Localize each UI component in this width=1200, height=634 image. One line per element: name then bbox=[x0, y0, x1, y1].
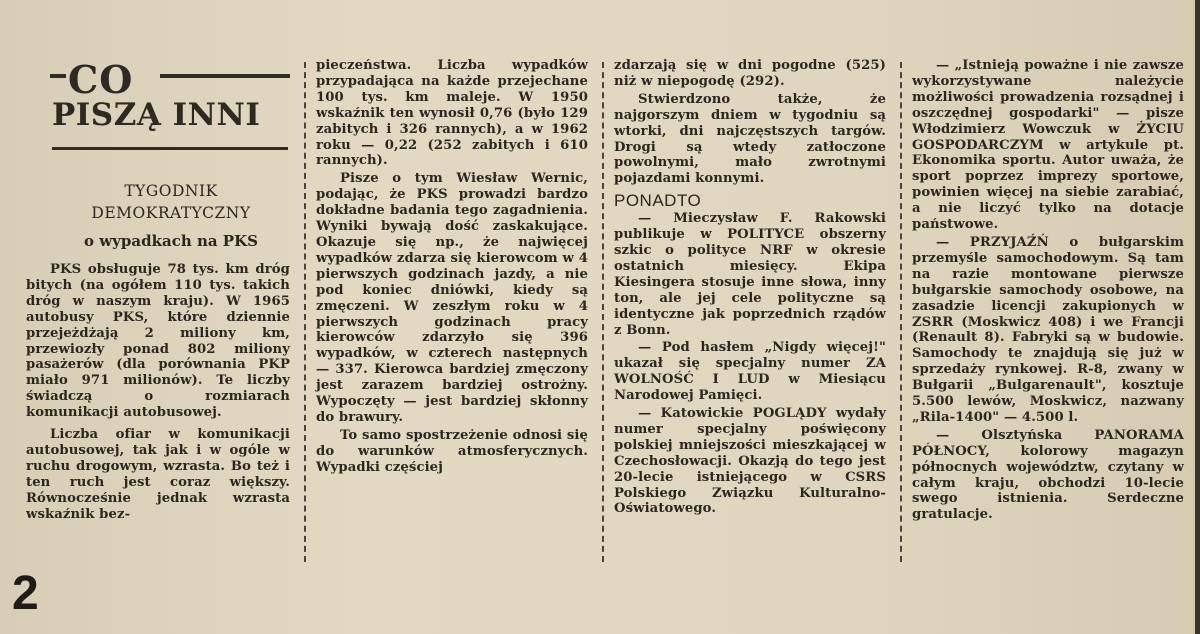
col3-paragraph-4: — Pod hasłem „Nigdy więcej!" ukazał się specjalny numer ZA WOLNOŚĆ I LUD w Miesiącu Narodowej Pamięci. bbox=[614, 340, 886, 404]
col1-paragraph-1: PKS obsługuje 78 tys. km dróg bitych (na ogółem 110 tys. takich dróg w naszym kraju). W 1965 autobusy PKS, które dziennie przejeżdżają 2 miliony km, przewiozły ponad 802 miliony pasażerów (dla porównania PKP miało 971 milionów). Te liczby świadczą o rozmiarach komunikacji autobusowej. bbox=[26, 262, 290, 421]
masthead-underline bbox=[52, 147, 288, 150]
col3-paragraph-2: Stwierdzono także, że najgorszym dniem w tygodniu są wtorki, dni najczęstszych targów. Drogi są wtedy zatłoczone powolnymi, mało zwrotnymi pojazdami konnymi. bbox=[614, 91, 886, 187]
col2-paragraph-1: pieczeństwa. Liczba wypadków przypadająca na każde przejechane 100 tys. km maleje. W 1950 wskaźnik ten wynosił 0,76 (było 129 zabitych i 326 rannych), a w 1962 roku — 0,22 (252 zabitych i 610 rannych). bbox=[316, 58, 588, 169]
column-divider-3 bbox=[900, 62, 902, 562]
column-divider-2 bbox=[602, 62, 604, 562]
col3-paragraph-3: — Mieczysław F. Rakowski publikuje w POLITYCE obszerny szkic o polityce NRF w okresie ostatnich miesięcy. Ekipa Kiesingera stosuje inne słowa, inny ton, ale jej cele polityczne są identyczne jak poprzednich rządów z Bonn. bbox=[614, 211, 886, 338]
source-subtitle: o wypadkach na PKS bbox=[84, 232, 258, 250]
col1-paragraph-2: Liczba ofiar w komunikacji autobusowej, tak jak i w ogóle w ruchu drogowym, wzrasta. Bo też i ten ruch jest coraz większy. Równocześnie jednak wzrasta wskaźnik bez- bbox=[26, 427, 290, 522]
masthead-title-co: CO bbox=[68, 57, 134, 102]
column-3 bbox=[614, 58, 886, 517]
column-2 bbox=[316, 58, 588, 476]
col2-paragraph-3: To samo spostrzeżenie odnosi się do warunków atmosferycznych. Wypadki częściej bbox=[316, 427, 588, 475]
masthead-title-pisza-inni: PISZĄ INNI bbox=[52, 97, 261, 133]
column-1 bbox=[26, 262, 290, 523]
col3-heading-ponadto: PONADTO bbox=[614, 191, 702, 211]
col4-paragraph-1: — „Istnieją poważne i nie zawsze wykorzystywane należycie możliwości prowadzenia rozsądnej i oszczędnej gospodarki" — pisze Włodzimierz Wowczuk w ŻYCIU GOSPODARCZYM w artykule pt. Ekonomika sportu. Autor uważa, że sport poprzez imprezy sportowe, powinien więcej na siebie zarabiać, a nie liczyć tylko na dotacje państwowe. bbox=[912, 58, 1184, 233]
masthead-rule-left bbox=[50, 74, 66, 78]
col4-paragraph-2: — PRZYJAŹŃ o bułgarskim przemyśle samochodowym. Są tam na razie montowane pierwsze bułgarskie samochody osobowe, na zasadzie licencji zakupionych w ZSRR (Moskwicz 408) i we Francji (Renault 8). Fabryki są w budowie. Samochody te znajdują się już w sprzedaży rynkowej. R-8, zwany w Bułgarii „Bulgarenault", kosztuje 5.500 lewów, Moskwicz, nazwany „Rila-1400" — 4.500 l. bbox=[912, 234, 1184, 425]
col3-paragraph-1: zdarzają się w dni pogodne (525) niż w niepogodę (292). bbox=[614, 58, 886, 89]
column-divider-1 bbox=[304, 62, 306, 562]
page-number: 2 bbox=[12, 567, 39, 620]
page-edge bbox=[1195, 0, 1200, 634]
masthead-rule-right bbox=[160, 74, 290, 78]
col2-paragraph-2: Pisze o tym Wiesław Wernic, podając, że PKS prowadzi bardzo dokładne badania tego zagadnienia. Wyniki bywają dość zaskakujące. Okazuje się np., że najwięcej wypadków zdarza się kierowcom w 4 pierwszych godzinach jazdy, a nie pod koniec dniówki, kiedy są zmęczeni. W zeszłym roku w 4 pierwszych godzinach pracy kierowców zdarzyło się 396 wypadków, w czterech następnych — 337. Kierowca bardziej zmęczony jest zarazem bardziej ostrożny. Wypoczęty — jest bardziej skłonny do brawury. bbox=[316, 171, 588, 425]
column-4 bbox=[912, 58, 1184, 523]
col4-paragraph-3: — Olsztyńska PANORAMA PÓŁNOCY, kolorowy magazyn północnych województw, czytany w całym kraju, obchodzi 10-lecie swego istnienia. Serdeczne gratulacje. bbox=[912, 427, 1184, 523]
source-name-line1: TYGODNIK bbox=[124, 182, 218, 200]
col3-paragraph-5: — Katowickie POGLĄDY wydały numer specjalny poświęcony polskiej mniejszości mieszkającej w Czechosłowacji. Okazją do tego jest 20-lecie istniejącego w CSRS Polskiego Związku Kulturalno-Oświatowego. bbox=[614, 406, 886, 517]
source-name-line2: DEMOKRATYCZNY bbox=[91, 204, 251, 222]
